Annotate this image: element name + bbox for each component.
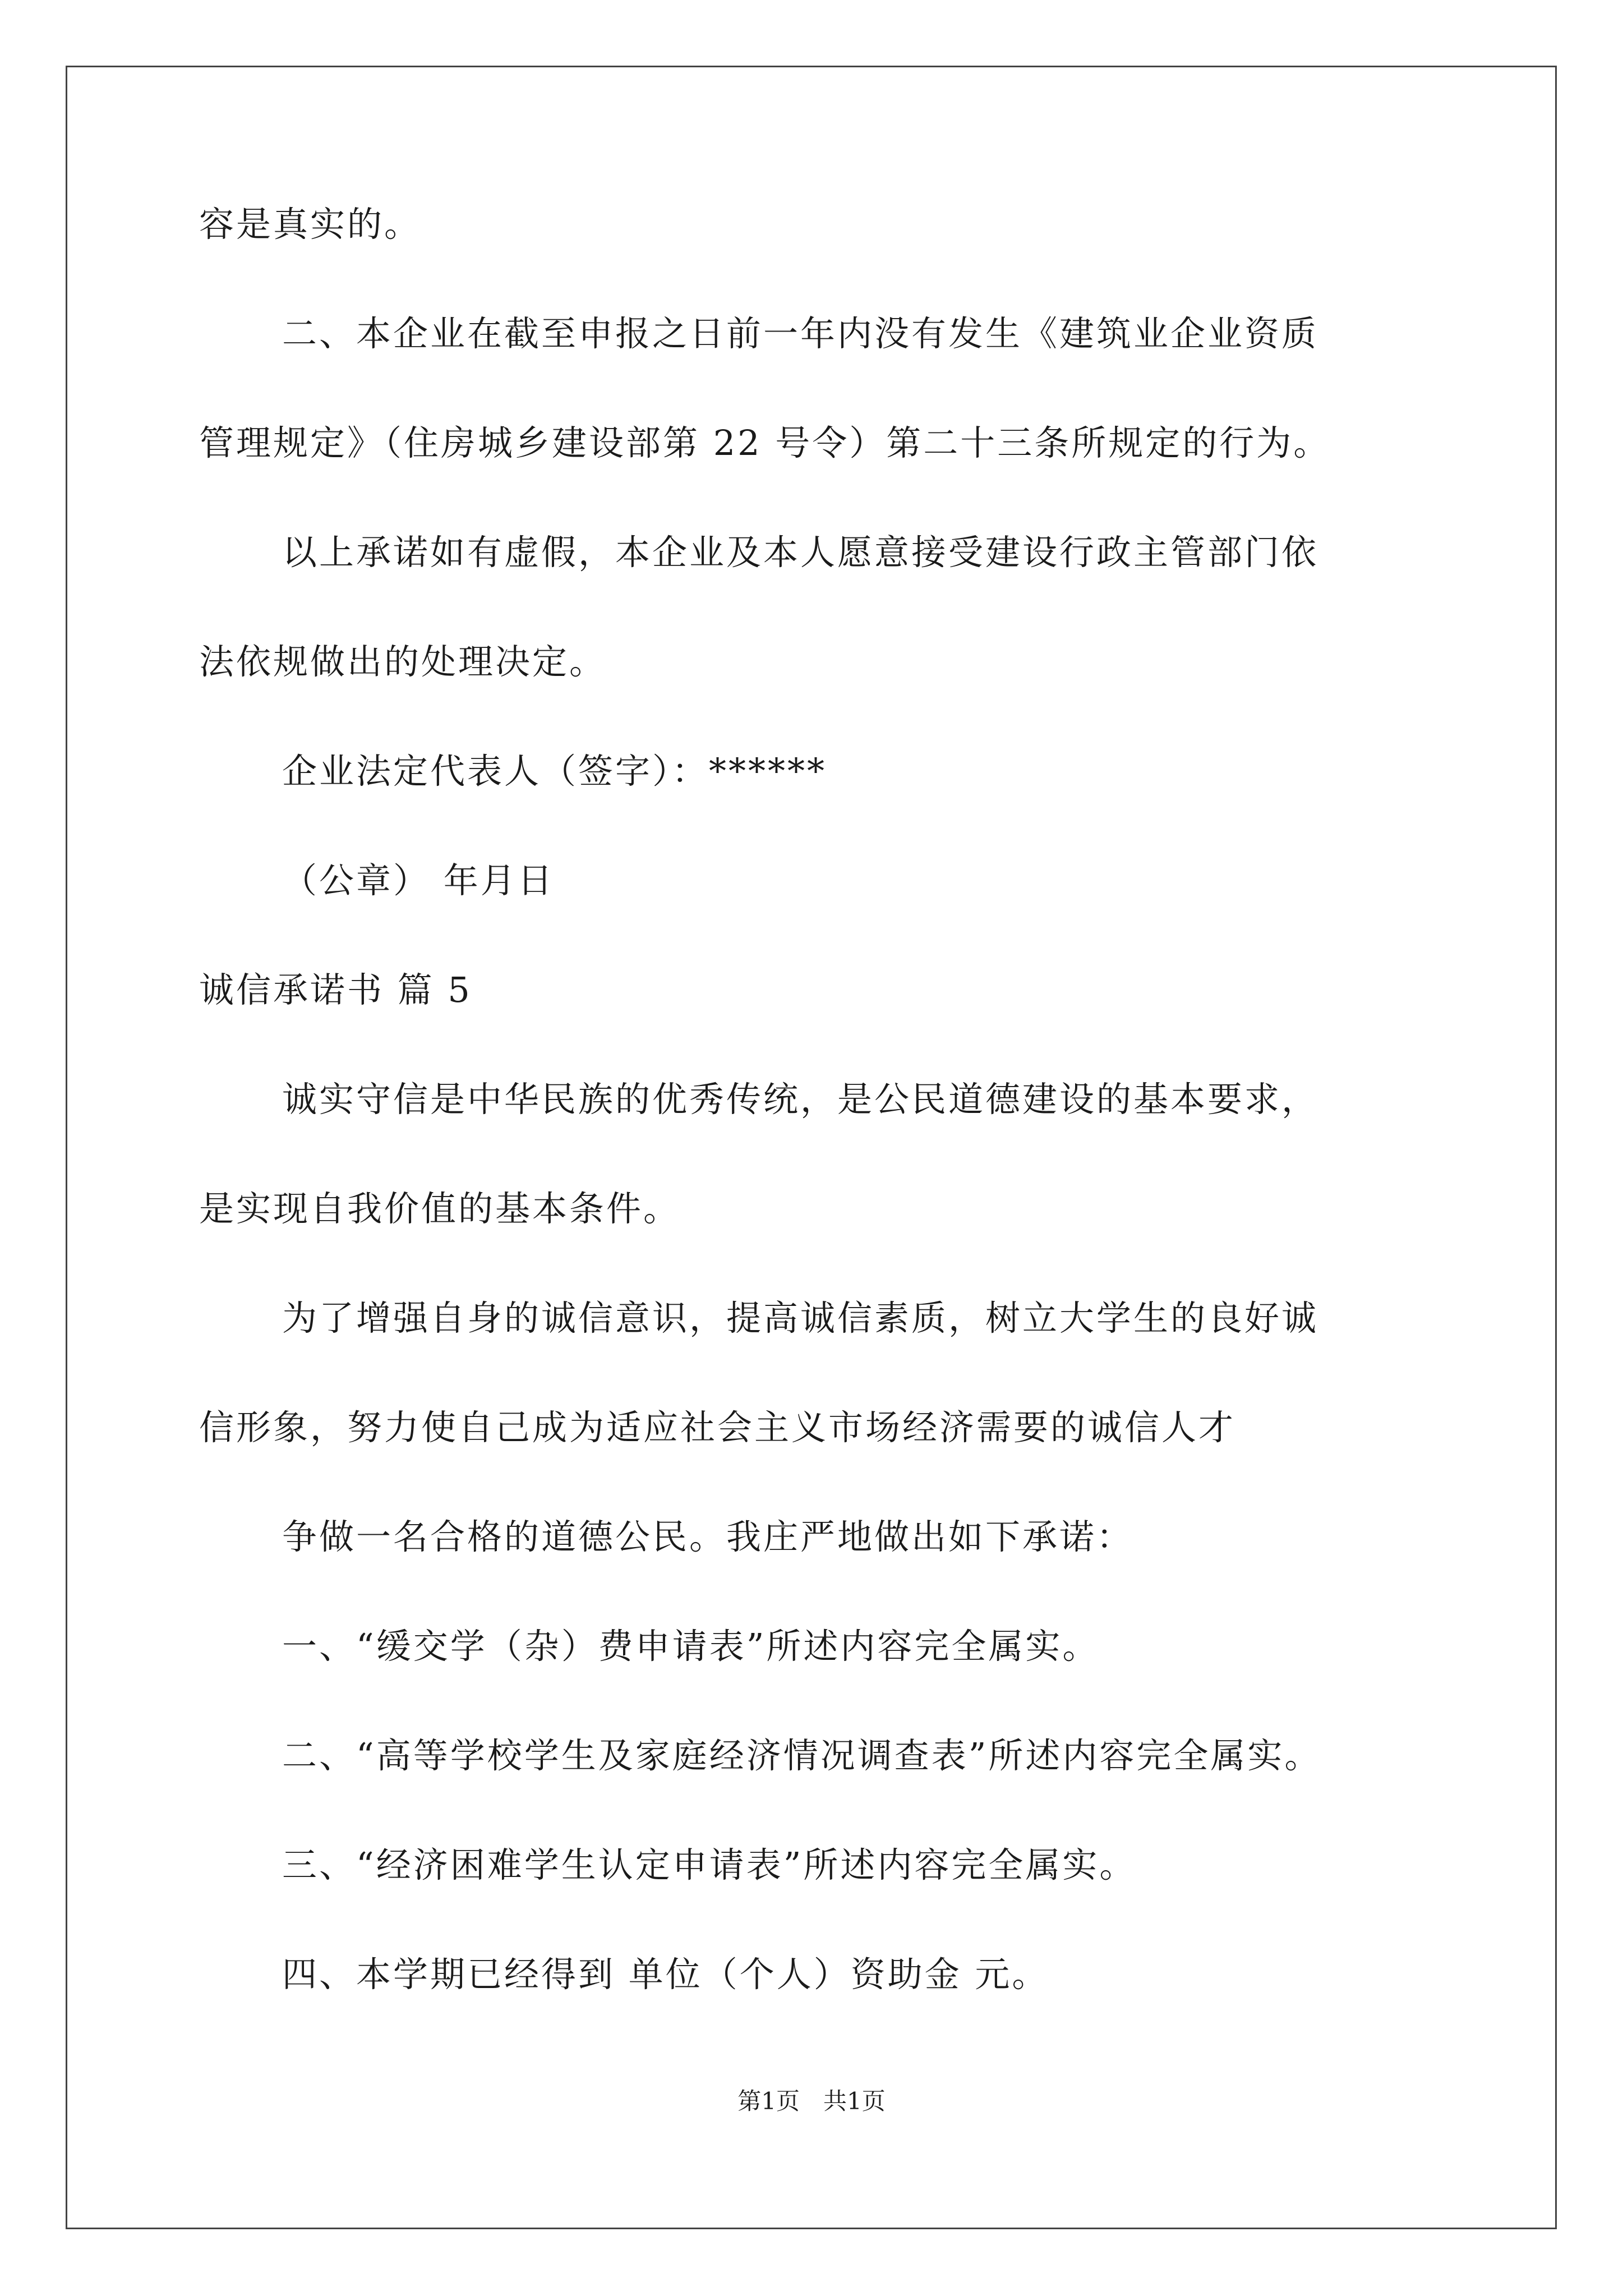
page-number-footer: 第1页 共1页	[737, 2087, 886, 2115]
text-line-4: 以上承诺如有虚假，本企业及本人愿意接受建设行政主管部门依	[282, 532, 1319, 573]
text-line-5: 法依规做出的处理决定。	[199, 641, 607, 682]
signature-line: 企业法定代表人（签字）：******	[282, 751, 827, 792]
seal-date-line: （公章） 年月日	[282, 860, 555, 901]
text-line-3: 管理规定》（住房城乡建设部第 22 号令）第二十三条所规定的行为。	[199, 422, 1331, 463]
text-line-12: 信形象，努力使自己成为适应社会主义市场经济需要的诚信人才	[199, 1407, 1236, 1448]
commitment-item-3: 三、“经济困难学生认定申请表”所述内容完全属实。	[282, 1844, 1137, 1885]
commitment-item-1: 一、“缓交学（杂）费申请表”所述内容完全属实。	[282, 1626, 1100, 1667]
section-heading: 诚信承诺书 篇 5	[199, 969, 472, 1010]
page-border	[66, 66, 1557, 2229]
text-line-11: 为了增强自身的诚信意识，提高诚信素质，树立大学生的良好诚	[282, 1297, 1319, 1338]
text-line-9: 诚实守信是中华民族的优秀传统，是公民道德建设的基本要求，	[282, 1079, 1319, 1120]
text-line-2: 二、本企业在截至申报之日前一年内没有发生《建筑业企业资质	[282, 313, 1319, 354]
commitment-item-4: 四、本学期已经得到 单位（个人）资助金 元。	[282, 1954, 1049, 1995]
text-line-1: 容是真实的。	[199, 204, 422, 245]
commitment-item-2: 二、“高等学校学生及家庭经济情况调查表”所述内容完全属实。	[282, 1735, 1322, 1776]
text-line-10: 是实现自我价值的基本条件。	[199, 1188, 681, 1229]
text-line-13: 争做一名合格的道德公民。我庄严地做出如下承诺：	[282, 1516, 1134, 1557]
